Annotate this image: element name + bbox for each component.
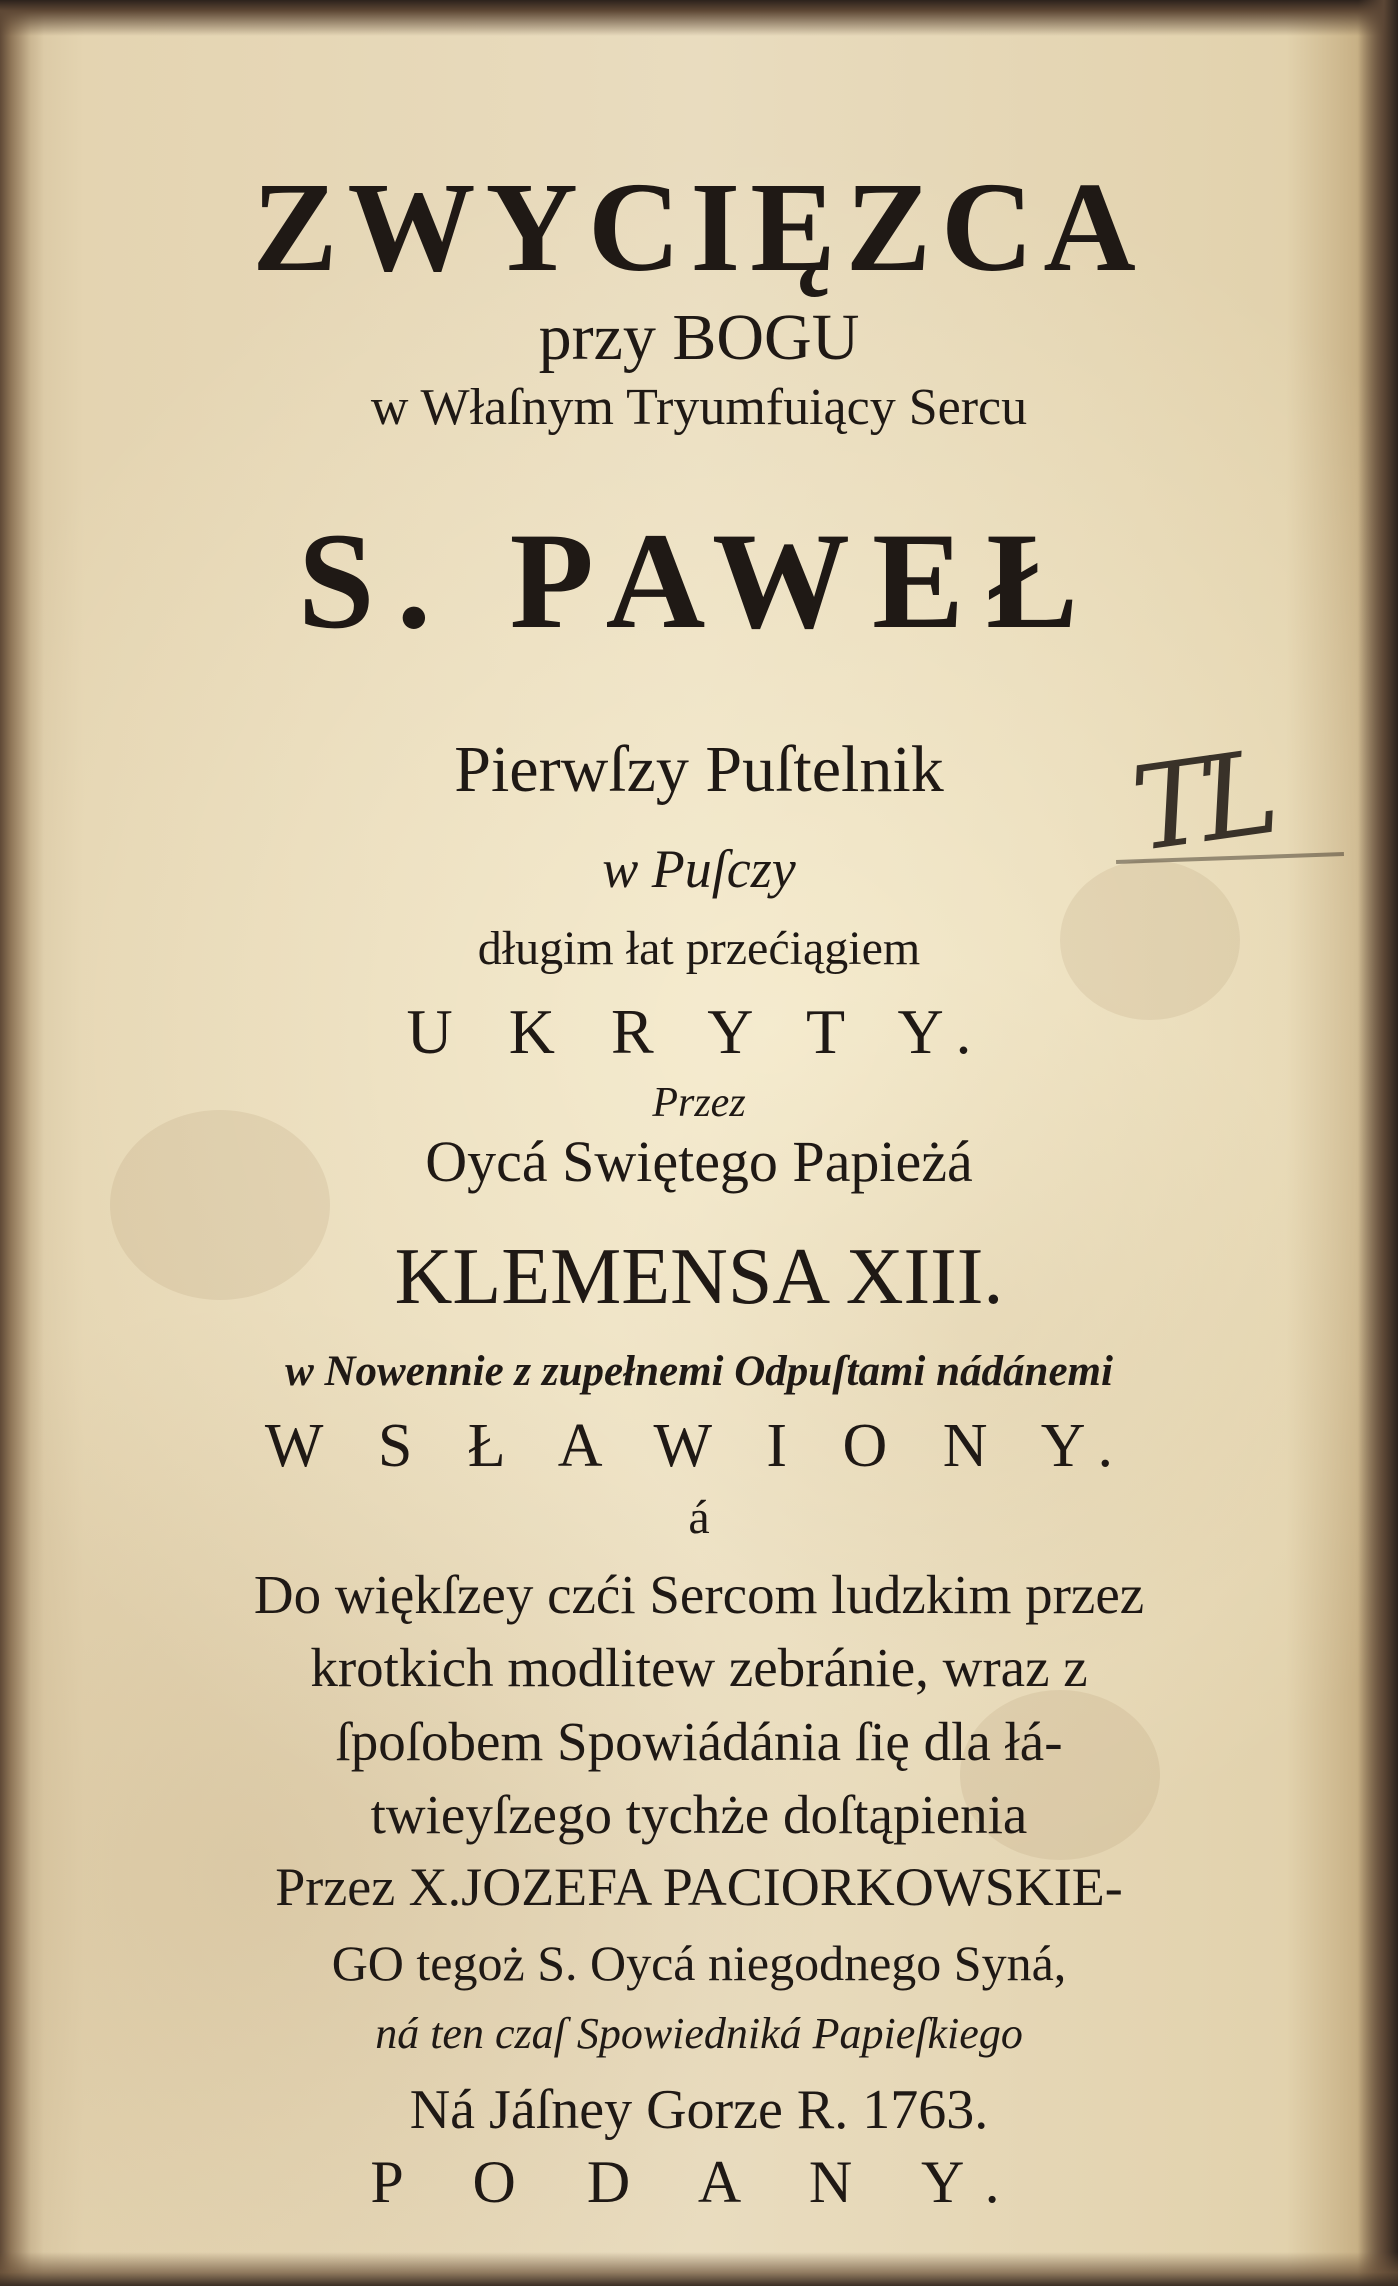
body-line: Do więkſzey czći Sercom ludzkim przez <box>253 1564 1145 1625</box>
body-line: ſpoſobem Spowiádánia ſię dla łá- <box>335 1711 1063 1772</box>
page-top-edge <box>0 0 1398 36</box>
body-line: GO tegoż S. Oycá niegodnego Syná, <box>331 1935 1067 1991</box>
name-line: S. PAWEŁ <box>297 504 1101 657</box>
handwritten-annotation: TL <box>1124 725 1277 879</box>
body-line: W S Ł A W I O N Y. <box>264 1412 1134 1480</box>
body-line: w Puſczy <box>602 839 796 899</box>
title-line: ZWYCIĘZCA <box>252 156 1146 298</box>
body-line: w Nowennie z zupełnemi Odpuſtami nádánemi <box>285 1348 1113 1395</box>
author-line: Przez X.JOZEFA PACIORKOWSKIE- <box>275 1857 1123 1917</box>
date-line: Ná Jáſney Gorze R. 1763. <box>409 2079 989 2141</box>
body-line: twieyſzego tychże doſtąpienia <box>370 1784 1028 1845</box>
body-line: długim łat przećiągiem <box>477 922 921 975</box>
body-line: krotkich modlitew zebránie, wraz z <box>310 1637 1088 1698</box>
body-line: U K R Y T Y. <box>406 996 992 1067</box>
subtitle-line: przy BOGU <box>538 301 860 374</box>
page-bottom-edge <box>0 2252 1398 2286</box>
subtitle-line: w Właſnym Tryumfuiący Sercu <box>370 379 1028 436</box>
body-line: Przez <box>652 1080 746 1126</box>
body-line: Pierwſzy Puſtelnik <box>454 733 944 806</box>
pope-line: KLEMENSA XIII. <box>394 1233 1004 1321</box>
body-line: ná ten czaſ Spowiedniká Papieſkiego <box>375 2009 1023 2058</box>
closing-line: P O D A N Y. <box>370 2149 1028 2215</box>
body-line: Oycá Swiętego Papieżá <box>425 1129 973 1194</box>
body-line: á <box>688 1491 710 1544</box>
